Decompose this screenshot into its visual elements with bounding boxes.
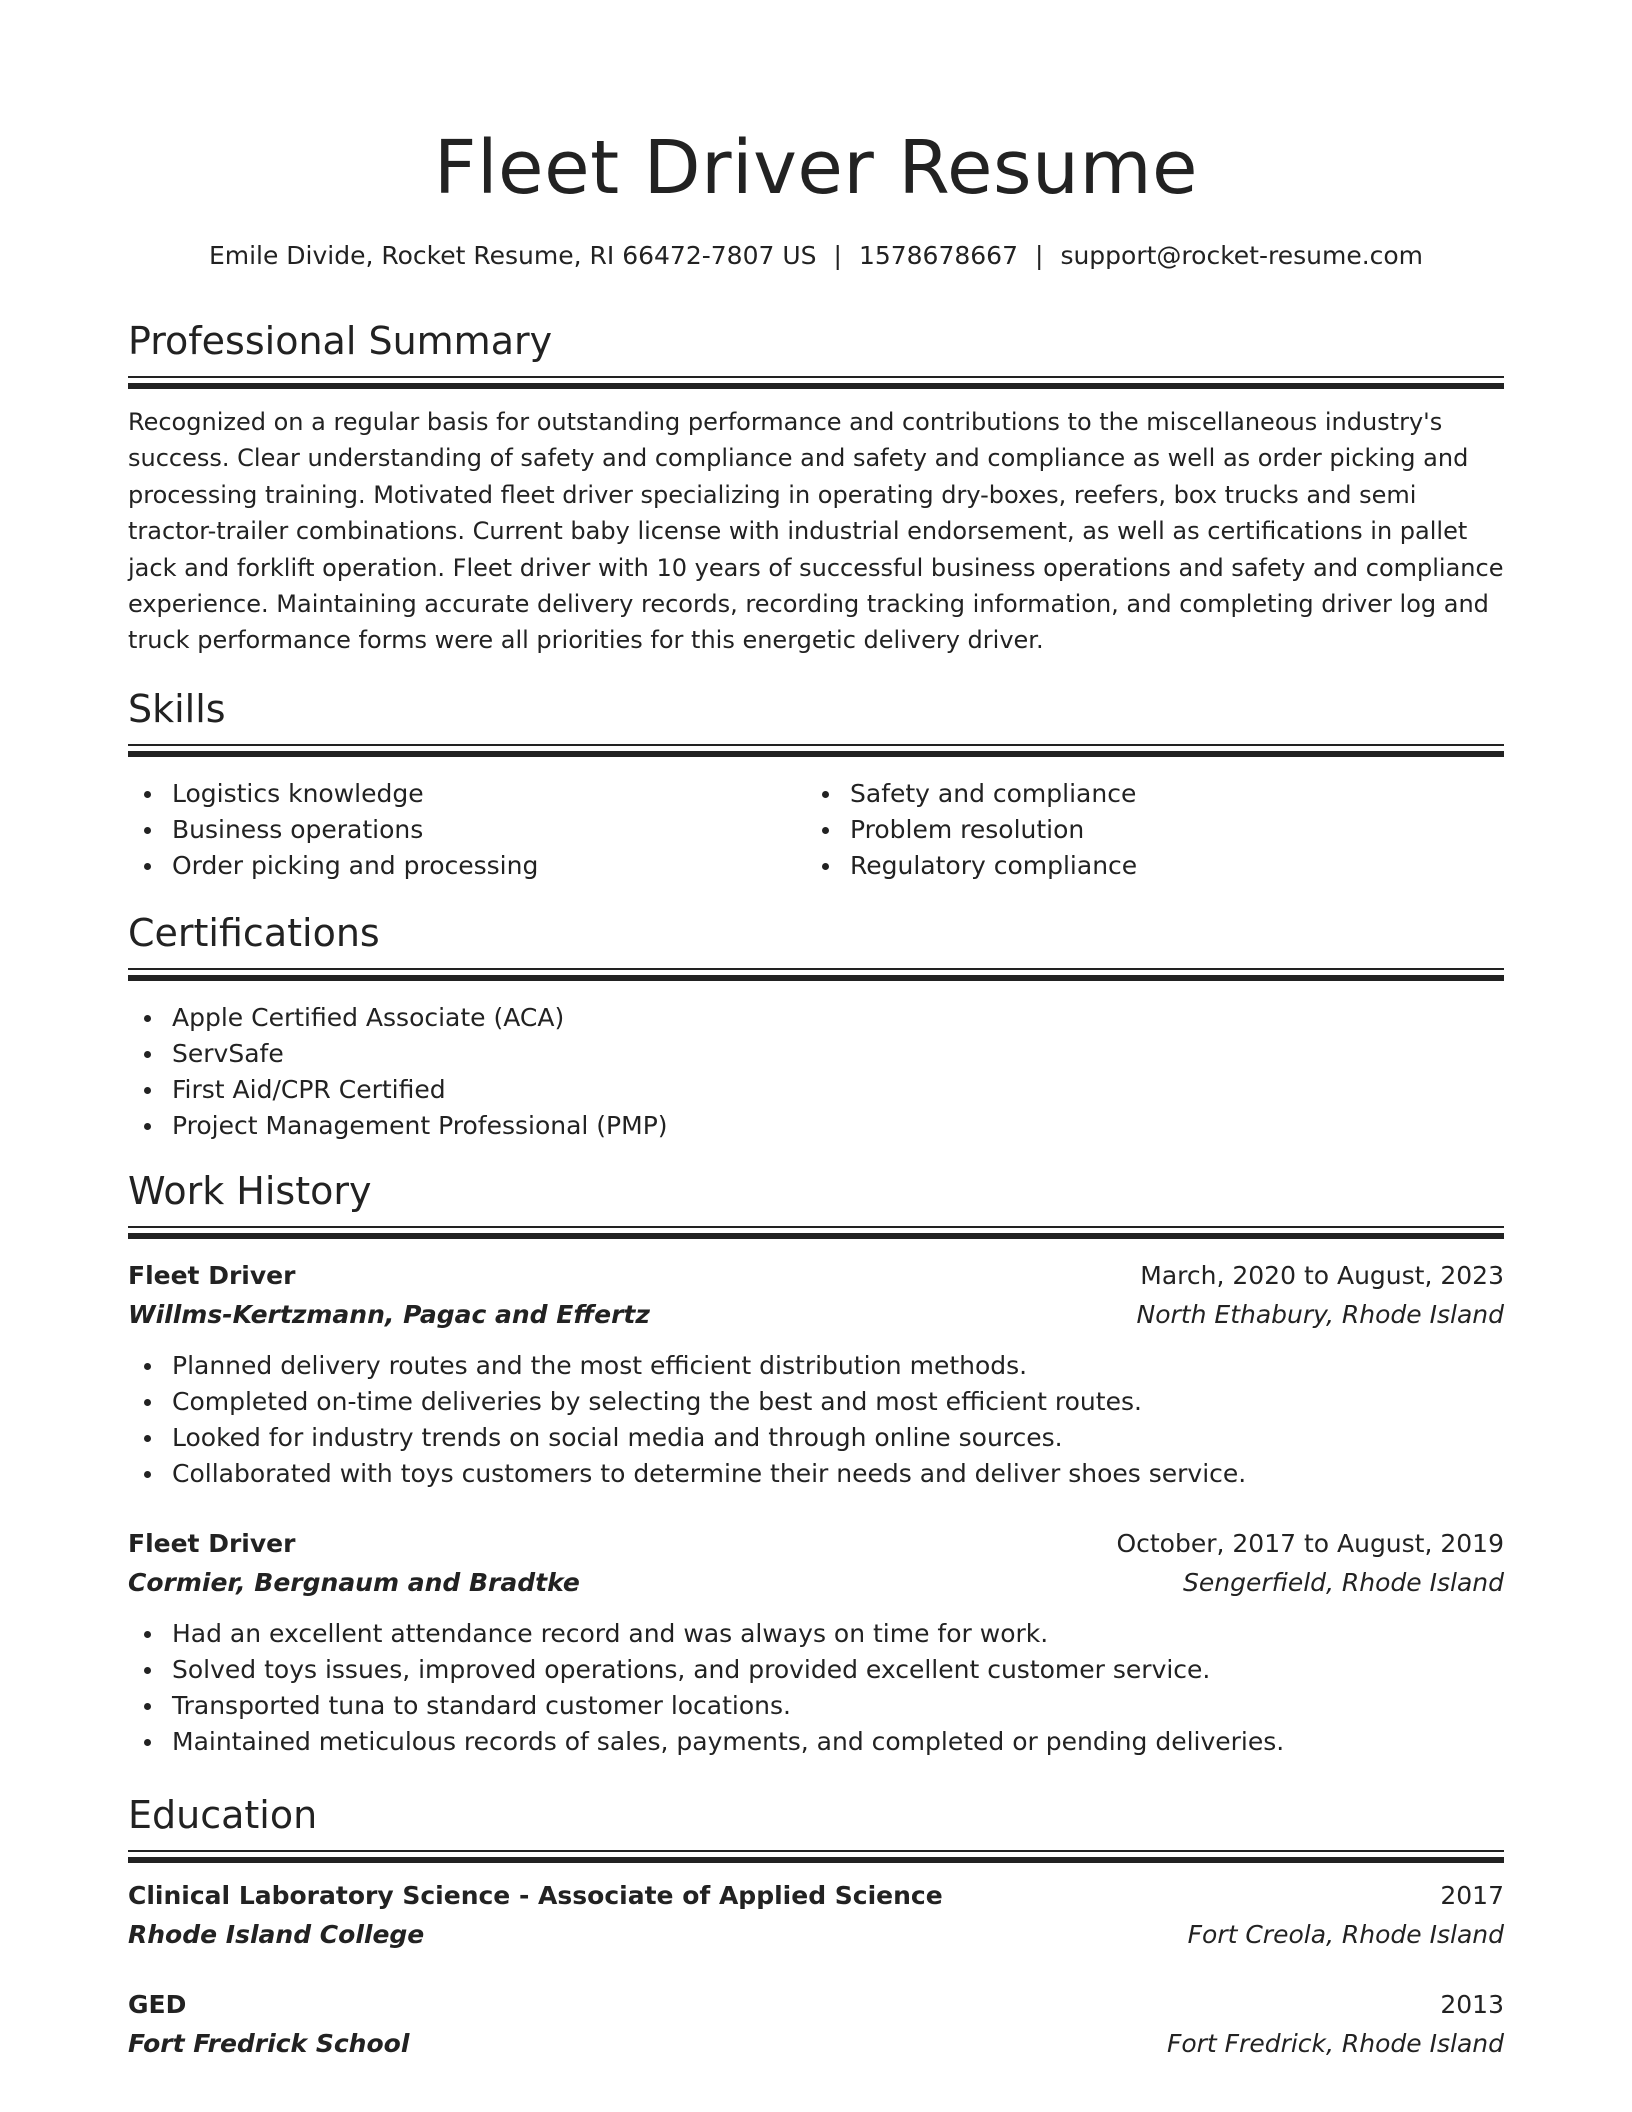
- summary-heading: Professional Summary: [128, 319, 553, 363]
- education-school: Fort Fredrick School: [128, 2029, 410, 2058]
- education-entry: [128, 1985, 1504, 2063]
- skills-list-right: [806, 776, 1484, 884]
- skill-item: Regulatory compliance: [806, 848, 1484, 884]
- job-entry: [128, 1256, 1504, 1492]
- skill-item: Logistics knowledge: [128, 776, 806, 812]
- work-history-section: [128, 1166, 1504, 1760]
- skill-item: Business operations: [128, 812, 806, 848]
- contact-phone: 1578678667: [858, 241, 1018, 270]
- education-heading: Education: [128, 1793, 318, 1837]
- job-title: Fleet Driver: [128, 1529, 296, 1558]
- skill-item: Order picking and processing: [128, 848, 806, 884]
- section-divider: [128, 968, 1504, 982]
- job-title: Fleet Driver: [128, 1261, 296, 1290]
- contact-line: [128, 238, 1504, 274]
- job-company: Cormier, Bergnaum and Bradtke: [128, 1568, 580, 1597]
- skills-heading: Skills: [128, 687, 226, 731]
- resume-title: Fleet Driver Resume: [433, 125, 1199, 211]
- job-entry: [128, 1524, 1504, 1760]
- summary-text: Recognized on a regular basis for outstanding performance and contributions to the miscellaneous industry's success. Clear understanding of safety and compliance and safety and compliance as well as order picking and processing training. Motivated fleet driver specializing in operating dry-boxes, reefers, box trucks and semi tractor-trailer combinations. Current baby license with industrial endorsement, as well as certifications in pallet jack and forklift operation. Fleet driver with 10 years of successful business operations and safety and compliance experience. Maintaining accurate delivery records, recording tracking information, and completing driver log and truck performance forms were all priorities for this energetic delivery driver.: [128, 408, 1504, 655]
- job-duty: Transported tuna to standard customer locations.: [128, 1688, 1504, 1724]
- job-location: Sengerfield, Rhode Island: [1183, 1568, 1504, 1597]
- section-divider: [128, 376, 1504, 390]
- skill-item: Problem resolution: [806, 812, 1484, 848]
- job-duty: Looked for industry trends on social media and through online sources.: [128, 1420, 1504, 1456]
- job-company: Willms-Kertzmann, Pagac and Effertz: [128, 1300, 650, 1329]
- section-divider: [128, 744, 1504, 758]
- certification-item: Project Management Professional (PMP): [128, 1108, 1504, 1144]
- certification-item: Apple Certified Associate (ACA): [128, 1000, 1504, 1036]
- education-degree: Clinical Laboratory Science - Associate of Applied Science: [128, 1881, 943, 1910]
- certifications-list: [128, 1000, 1504, 1144]
- education-year: 2017: [1440, 1881, 1504, 1910]
- education-location: Fort Fredrick, Rhode Island: [1166, 2029, 1504, 2058]
- education-section: [128, 1790, 1504, 2063]
- job-duty: Collaborated with toys customers to determine their needs and deliver shoes service.: [128, 1456, 1504, 1492]
- job-dates: October, 2017 to August, 2019: [1116, 1529, 1504, 1558]
- contact-address: Emile Divide, Rocket Resume, RI 66472-7807 US: [208, 241, 817, 270]
- job-duty: Had an excellent attendance record and was always on time for work.: [128, 1616, 1504, 1652]
- contact-separator: |: [833, 241, 842, 270]
- job-duty: Planned delivery routes and the most efficient distribution methods.: [128, 1348, 1504, 1384]
- summary-section: [128, 316, 1504, 659]
- certifications-section: [128, 908, 1504, 1144]
- job-duties: [128, 1616, 1504, 1760]
- education-entry: [128, 1876, 1504, 1954]
- skill-item: Safety and compliance: [806, 776, 1484, 812]
- certification-item: First Aid/CPR Certified: [128, 1072, 1504, 1108]
- contact-email: support@rocket-resume.com: [1060, 241, 1424, 270]
- education-year: 2013: [1440, 1990, 1504, 2019]
- job-duty: Solved toys issues, improved operations, and provided excellent customer service.: [128, 1652, 1504, 1688]
- work-history-heading: Work History: [128, 1169, 372, 1213]
- certification-item: ServSafe: [128, 1036, 1504, 1072]
- job-dates: March, 2020 to August, 2023: [1140, 1261, 1504, 1290]
- education-location: Fort Creola, Rhode Island: [1187, 1920, 1504, 1949]
- skills-section: [128, 684, 1504, 884]
- education-school: Rhode Island College: [128, 1920, 425, 1949]
- skills-grid: [128, 776, 1504, 884]
- section-divider: [128, 1226, 1504, 1240]
- job-duties: [128, 1348, 1504, 1492]
- job-location: North Ethabury, Rhode Island: [1136, 1300, 1504, 1329]
- certifications-heading: Certifications: [128, 911, 380, 955]
- education-degree: GED: [128, 1990, 187, 2019]
- contact-separator: |: [1035, 241, 1044, 270]
- section-divider: [128, 1850, 1504, 1864]
- skills-list-left: [128, 776, 806, 884]
- job-duty: Maintained meticulous records of sales, payments, and completed or pending deliveries.: [128, 1724, 1504, 1760]
- job-duty: Completed on-time deliveries by selecting the best and most efficient routes.: [128, 1384, 1504, 1420]
